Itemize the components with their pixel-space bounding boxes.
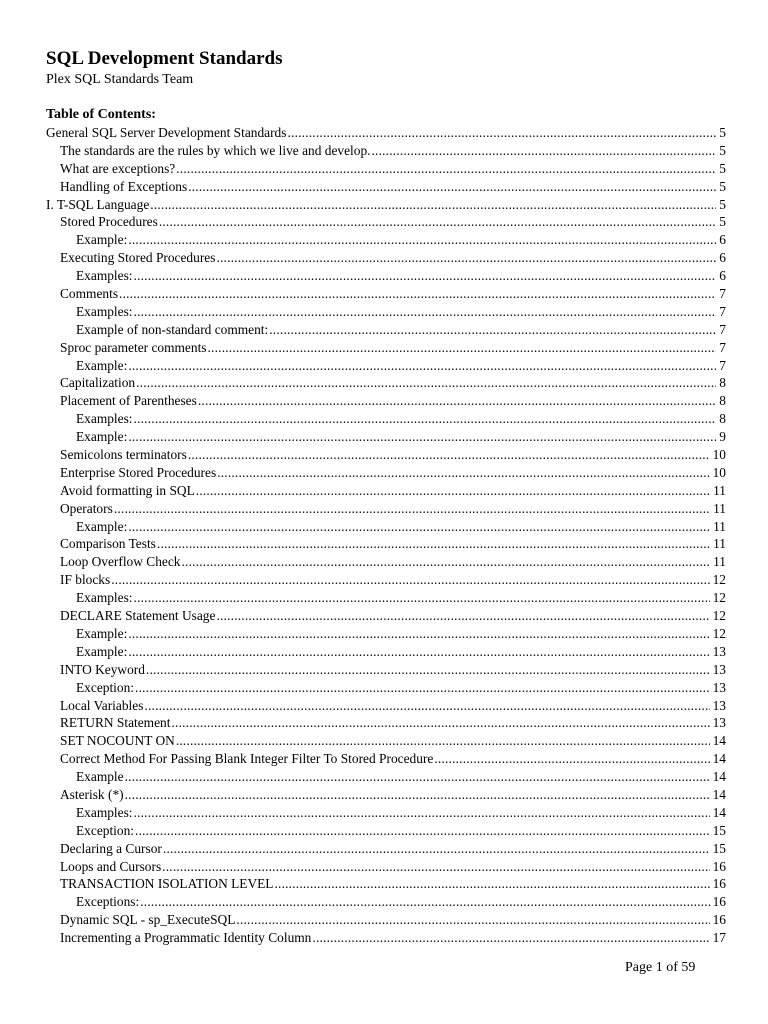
toc-entry-page-number: 11	[713, 500, 726, 516]
toc-dot-leader	[196, 482, 710, 500]
toc-dot-leader	[176, 732, 710, 750]
toc-entry[interactable]	[46, 929, 726, 947]
toc-entry-page-number: 7	[719, 321, 726, 337]
toc-entry-title: I. T-SQL Language	[46, 196, 150, 212]
toc-entry[interactable]	[46, 428, 726, 446]
toc-entry[interactable]	[46, 679, 726, 697]
toc-entry-page-number: 7	[719, 357, 726, 373]
toc-entry[interactable]	[46, 553, 726, 571]
toc-entry[interactable]	[46, 518, 726, 536]
toc-entry-title: Loop Overflow Check	[60, 554, 181, 570]
toc-entry[interactable]	[46, 625, 726, 643]
toc-dot-leader	[176, 160, 716, 178]
toc-entry-page-number: 9	[719, 429, 726, 445]
toc-entry[interactable]	[46, 661, 726, 679]
toc-entry-page-number: 13	[712, 697, 726, 713]
toc-entry[interactable]	[46, 231, 726, 249]
toc-entry-page-number: 16	[712, 876, 726, 892]
toc-entry-page-number: 10	[712, 447, 726, 463]
toc-entry-title: Comparison Tests	[60, 536, 156, 552]
toc-entry-title: Dynamic SQL - sp_ExecuteSQL	[60, 912, 236, 928]
toc-dot-leader	[163, 840, 710, 858]
toc-entry-title: Comments	[60, 286, 119, 302]
toc-entry-title: Example:	[76, 518, 128, 534]
toc-entry[interactable]	[46, 374, 726, 392]
toc-entry-title: Exception:	[76, 679, 135, 695]
toc-dot-leader	[114, 500, 710, 518]
toc-entry[interactable]	[46, 249, 726, 267]
toc-entry-page-number: 15	[712, 840, 726, 856]
toc-entry-page-number: 5	[719, 142, 726, 158]
toc-entry-title: Declaring a Cursor	[60, 840, 162, 856]
toc-entry-page-number: 11	[713, 482, 726, 498]
toc-dot-leader	[312, 929, 709, 947]
toc-entry-title: Examples:	[76, 590, 133, 606]
toc-entry[interactable]	[46, 535, 726, 553]
toc-entry-title: IF blocks	[60, 572, 111, 588]
toc-entry-title: Example of non-standard comment:	[76, 321, 269, 337]
toc-dot-leader	[135, 679, 710, 697]
toc-entry-title: Example:	[76, 429, 128, 445]
toc-dot-leader	[216, 607, 709, 625]
toc-entry[interactable]	[46, 357, 726, 375]
toc-entry-page-number: 14	[712, 751, 726, 767]
toc-entry[interactable]	[46, 303, 726, 321]
toc-dot-leader	[128, 231, 716, 249]
toc-entry-title: Asterisk (*)	[60, 786, 124, 802]
toc-entry[interactable]	[46, 911, 726, 929]
toc-dot-leader	[188, 178, 716, 196]
toc-entry-title: Examples:	[76, 804, 133, 820]
toc-entry-page-number: 6	[719, 250, 726, 266]
toc-entry-title: Operators	[60, 500, 113, 516]
toc-dot-leader	[217, 464, 709, 482]
toc-entry-title: RETURN Statement	[60, 715, 171, 731]
toc-dot-leader	[236, 911, 709, 929]
toc-entry[interactable]	[46, 822, 726, 840]
toc-entry-page-number: 6	[719, 232, 726, 248]
toc-dot-leader	[188, 446, 710, 464]
toc-entry-title: Examples:	[76, 411, 133, 427]
toc-entry-title: TRANSACTION ISOLATION LEVEL	[60, 876, 274, 892]
toc-entry[interactable]	[46, 160, 726, 178]
toc-dot-leader	[134, 589, 710, 607]
toc-entry-page-number: 13	[712, 715, 726, 731]
toc-dot-leader	[157, 535, 710, 553]
toc-entry[interactable]	[46, 482, 726, 500]
toc-dot-leader	[171, 714, 709, 732]
document-title: SQL Development Standards	[46, 48, 283, 69]
toc-entry[interactable]	[46, 285, 726, 303]
toc-entry-page-number: 5	[719, 160, 726, 176]
toc-entry[interactable]	[46, 142, 726, 160]
toc-entry-page-number: 15	[712, 822, 726, 838]
toc-dot-leader	[134, 410, 717, 428]
toc-dot-leader	[135, 822, 710, 840]
toc-dot-leader	[136, 374, 716, 392]
toc-entry-title: Executing Stored Procedures	[60, 250, 216, 266]
toc-entry[interactable]	[46, 786, 726, 804]
toc-dot-leader	[119, 285, 716, 303]
toc-entry-page-number: 13	[712, 643, 726, 659]
document-subtitle: Plex SQL Standards Team	[46, 72, 194, 87]
toc-entry[interactable]	[46, 589, 726, 607]
toc-entry-page-number: 8	[719, 411, 726, 427]
toc-dot-leader	[162, 858, 709, 876]
toc-entry[interactable]	[46, 196, 726, 214]
toc-entry-title: Placement of Parentheses	[60, 393, 197, 409]
toc-entry-page-number: 16	[712, 894, 726, 910]
toc-entry[interactable]	[46, 571, 726, 589]
toc-entry[interactable]	[46, 643, 726, 661]
toc-entry-page-number: 5	[719, 214, 726, 230]
toc-entry[interactable]	[46, 697, 726, 715]
toc-entry[interactable]	[46, 714, 726, 732]
toc-entry-page-number: 16	[712, 912, 726, 928]
toc-entry[interactable]	[46, 124, 726, 142]
toc-entry[interactable]	[46, 893, 726, 911]
toc-entry-title: Example:	[76, 357, 128, 373]
toc-entry-title: DECLARE Statement Usage	[60, 608, 216, 624]
toc-dot-leader	[125, 786, 710, 804]
toc-entry-title: Example:	[76, 625, 128, 641]
toc-dot-leader	[216, 249, 716, 267]
toc-entry-page-number: 5	[719, 125, 726, 140]
toc-dot-leader	[198, 392, 716, 410]
toc-entry-page-number: 10	[712, 464, 726, 480]
toc-entry[interactable]	[46, 858, 726, 876]
toc-entry-title: Capitalization	[60, 375, 136, 391]
toc-entry-title: Examples:	[76, 268, 133, 284]
toc-entry-title: Incrementing a Programmatic Identity Column	[60, 930, 312, 946]
toc-entry-title: Exception:	[76, 822, 135, 838]
toc-entry-page-number: 14	[712, 769, 726, 785]
toc-entry-title: Example	[76, 769, 124, 785]
toc-entry-page-number: 16	[712, 858, 726, 874]
toc-dot-leader	[287, 124, 716, 142]
toc-entry[interactable]	[46, 804, 726, 822]
toc-dot-leader	[128, 428, 716, 446]
toc-dot-leader	[208, 339, 717, 357]
toc-dot-leader	[159, 213, 716, 231]
toc-entry[interactable]	[46, 732, 726, 750]
toc-entry-page-number: 13	[712, 679, 726, 695]
toc-entry-title: Example:	[76, 232, 128, 248]
toc-dot-leader	[146, 661, 710, 679]
toc-entry-page-number: 14	[712, 804, 726, 820]
toc-entry-title: Semicolons terminators	[60, 447, 187, 463]
toc-entry-page-number: 17	[712, 930, 726, 946]
toc-entry-title: Enterprise Stored Procedures	[60, 464, 217, 480]
toc-entry-page-number: 8	[719, 393, 726, 409]
toc-dot-leader	[125, 768, 710, 786]
toc-entry-title: Sproc parameter comments	[60, 339, 207, 355]
toc-dot-leader	[128, 643, 709, 661]
toc-dot-leader	[371, 142, 716, 160]
toc-entry-title: INTO Keyword	[60, 661, 145, 677]
toc-entry[interactable]	[46, 392, 726, 410]
toc-dot-leader	[128, 625, 709, 643]
toc-entry-title: The standards are the rules by which we live and develop.	[60, 142, 371, 158]
toc-dot-leader	[134, 804, 710, 822]
toc-entry-title: Local Variables	[60, 697, 144, 713]
toc-entry-page-number: 5	[719, 178, 726, 194]
toc-entry[interactable]	[46, 321, 726, 339]
toc-entry[interactable]	[46, 500, 726, 518]
toc-entry-title: Loops and Cursors	[60, 858, 162, 874]
toc-entry-page-number: 11	[713, 536, 726, 552]
toc-entry-page-number: 7	[719, 286, 726, 302]
toc-entry-title: General SQL Server Development Standards	[46, 125, 287, 140]
toc-entry-page-number: 12	[712, 590, 726, 606]
toc-entry-title: What are exceptions?	[60, 160, 176, 176]
toc-entry-page-number: 11	[713, 518, 726, 534]
toc-dot-leader	[181, 553, 710, 571]
toc-entry[interactable]	[46, 410, 726, 428]
toc-entry[interactable]	[46, 464, 726, 482]
toc-entry[interactable]	[46, 875, 726, 893]
toc-entry[interactable]	[46, 607, 726, 625]
toc-entry-title: Examples:	[76, 303, 133, 319]
toc-dot-leader	[134, 303, 717, 321]
toc-dot-leader	[140, 893, 709, 911]
toc-entry-title: Stored Procedures	[60, 214, 158, 230]
toc-heading: Table of Contents:	[46, 107, 156, 122]
toc-dot-leader	[134, 267, 717, 285]
toc-entry-page-number: 14	[712, 733, 726, 749]
toc-entry-title: Avoid formatting in SQL	[60, 482, 195, 498]
toc-entry-page-number: 7	[719, 339, 726, 355]
toc-dot-leader	[128, 518, 710, 536]
toc-entry[interactable]	[46, 446, 726, 464]
toc-dot-leader	[150, 196, 716, 214]
table-of-contents	[46, 124, 726, 947]
toc-entry-page-number: 7	[719, 303, 726, 319]
toc-entry-title: SET NOCOUNT ON	[60, 733, 175, 749]
toc-entry[interactable]	[46, 768, 726, 786]
toc-entry-page-number: 14	[712, 786, 726, 802]
toc-entry-title: Exceptions:	[76, 894, 140, 910]
toc-entry[interactable]	[46, 178, 726, 196]
toc-entry-title: Handling of Exceptions	[60, 178, 188, 194]
toc-dot-leader	[128, 357, 716, 375]
toc-entry[interactable]	[46, 840, 726, 858]
toc-entry-page-number: 13	[712, 661, 726, 677]
toc-entry-page-number: 11	[713, 554, 726, 570]
toc-dot-leader	[111, 571, 709, 589]
toc-entry[interactable]	[46, 213, 726, 231]
page-number-footer: Page 1 of 59	[625, 960, 696, 975]
toc-entry-page-number: 6	[719, 268, 726, 284]
toc-entry-page-number: 12	[712, 608, 726, 624]
toc-dot-leader	[434, 750, 709, 768]
toc-dot-leader	[269, 321, 716, 339]
toc-entry-page-number: 5	[719, 196, 726, 212]
toc-dot-leader	[274, 875, 709, 893]
toc-dot-leader	[144, 697, 709, 715]
toc-entry-page-number: 12	[712, 572, 726, 588]
toc-entry[interactable]	[46, 267, 726, 285]
toc-entry-title: Correct Method For Passing Blank Integer Filter To Stored Procedure	[60, 751, 434, 767]
toc-entry-page-number: 12	[712, 625, 726, 641]
toc-entry-title: Example:	[76, 643, 128, 659]
toc-entry[interactable]	[46, 339, 726, 357]
toc-entry[interactable]	[46, 750, 726, 768]
toc-entry-page-number: 8	[719, 375, 726, 391]
